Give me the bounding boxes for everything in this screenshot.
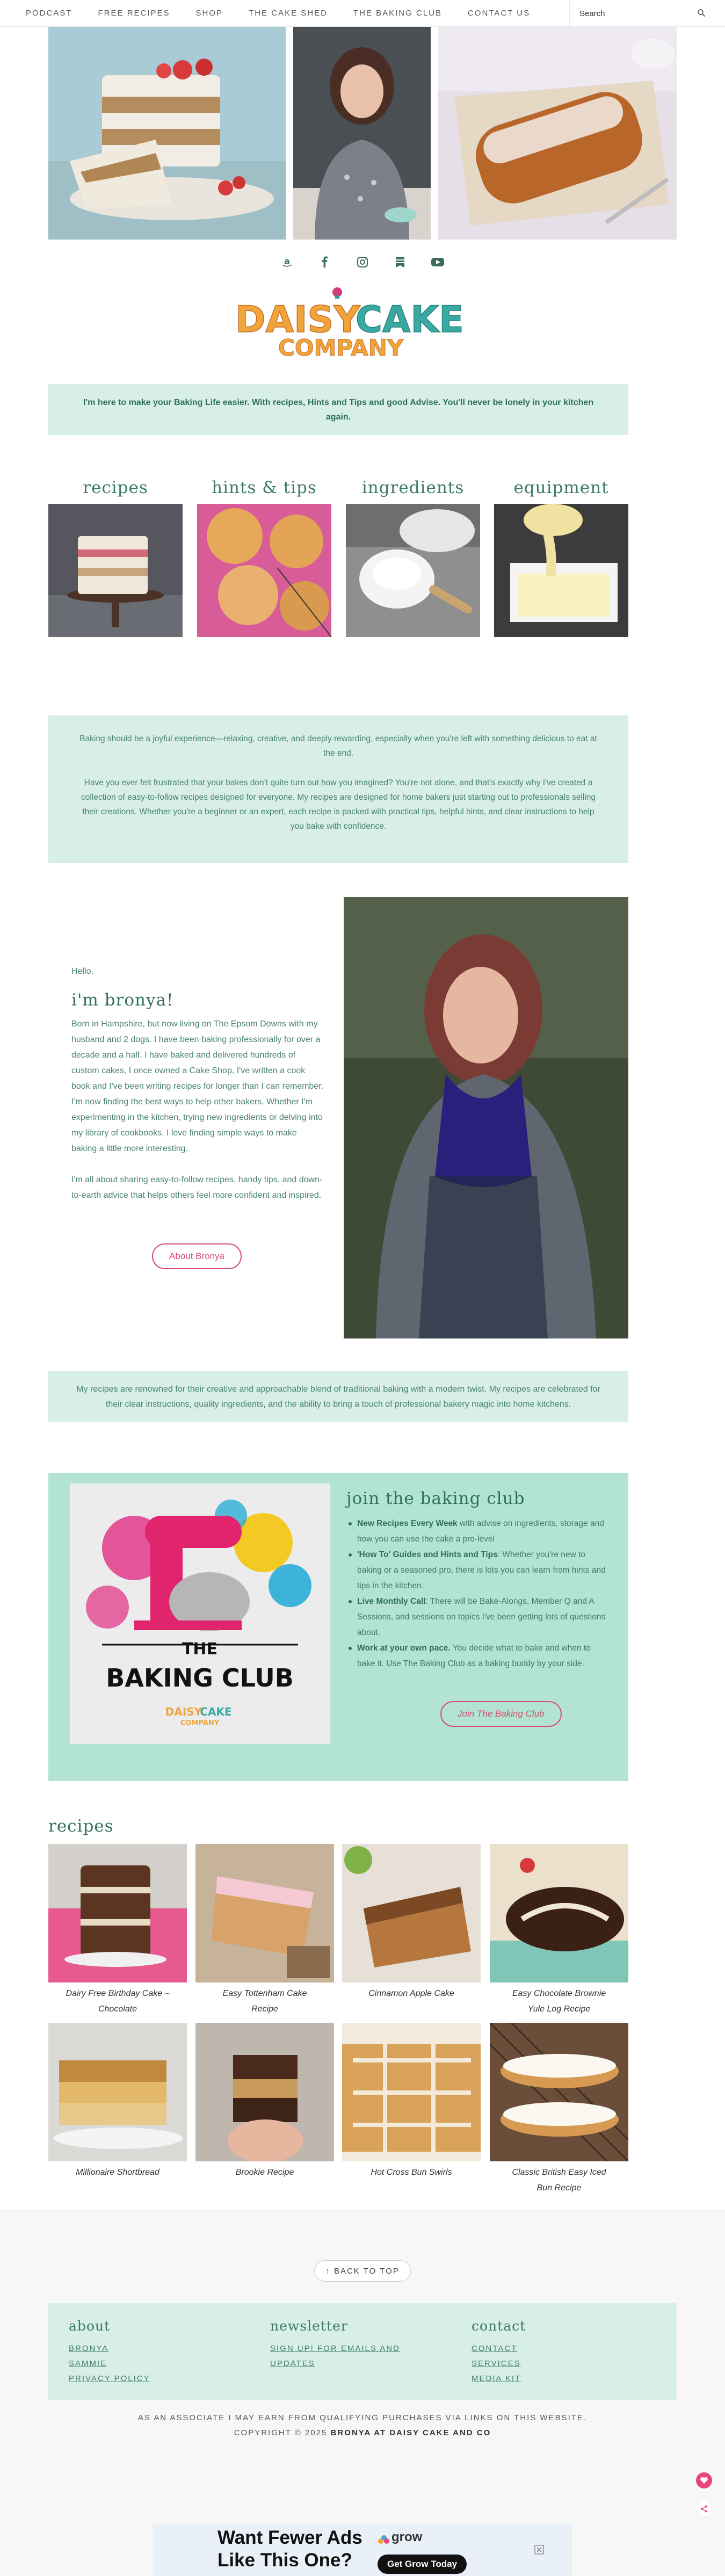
hero-image-loaf xyxy=(438,27,677,240)
about-body xyxy=(71,1016,324,1203)
recipe-name[interactable]: Easy Chocolate Brownie Yule Log Recipe xyxy=(512,1989,606,2014)
club-benefit xyxy=(346,1516,610,1547)
logo-daisy: DAISY xyxy=(235,299,360,341)
grow-logo-icon xyxy=(378,2533,389,2543)
category-hints-tips[interactable] xyxy=(197,478,331,637)
about-section xyxy=(71,967,324,1203)
amazon-icon[interactable] xyxy=(278,252,297,272)
footer-link-media-kit[interactable]: MEDIA KIT xyxy=(472,2374,521,2383)
intro-paragraph-2: Have you ever felt frustrated that your bakes don't quite turn out how you imagined? You're not alone, and that's exactly why I've created a collection of easy-to-follow recipes designed for everyone. My recipes are designed for home bakers just starting out to professionals selling their creations. Whether you're a beginner or an expert, each recipe is packed with practical tips, helpful hints, and clear instructions to help you bake with confidence. xyxy=(81,778,596,831)
copyright-prefix: COPYRIGHT © 2025 xyxy=(234,2428,331,2437)
category-image[interactable] xyxy=(197,504,331,637)
recipe-card[interactable] xyxy=(48,2023,187,2180)
social-links xyxy=(0,252,725,272)
heart-icon[interactable] xyxy=(696,2472,712,2488)
recipe-card[interactable] xyxy=(490,1844,628,2017)
ad-headline xyxy=(218,2527,363,2572)
about-photo xyxy=(344,897,628,1338)
club-image-logo-c: COMPANY xyxy=(180,1719,220,1727)
hero-image-cake xyxy=(48,27,286,240)
footer-link-bronya[interactable]: BRONYA xyxy=(69,2344,109,2353)
back-to-top-button[interactable]: ↑ BACK TO TOP xyxy=(314,2260,411,2282)
footer-newsletter-title: newsletter xyxy=(270,2318,348,2334)
footer-about-column xyxy=(69,2318,246,2386)
footer-disclaimer xyxy=(0,2411,725,2441)
club-benefit xyxy=(346,1547,610,1594)
baking-club-text xyxy=(346,1489,610,1671)
footer-panel xyxy=(48,2303,677,2400)
recipe-card[interactable] xyxy=(490,2023,628,2196)
category-equipment[interactable] xyxy=(494,478,628,637)
footer-link-sammie[interactable]: SAMMIE xyxy=(69,2359,107,2368)
recipe-image[interactable] xyxy=(195,2023,334,2161)
copyright xyxy=(0,2426,725,2441)
nav-search xyxy=(569,0,725,27)
nav-links xyxy=(0,0,543,27)
recipe-image[interactable] xyxy=(48,2023,187,2161)
top-navigation xyxy=(0,0,725,27)
nav-item-baking-club[interactable]: THE BAKING CLUB xyxy=(353,9,442,18)
recipe-card[interactable] xyxy=(342,2023,481,2180)
club-benefit-bold: Work at your own pace. xyxy=(357,1644,451,1653)
about-hello: Hello, xyxy=(71,967,93,976)
club-image-logo-a: DAISY xyxy=(165,1705,202,1718)
tagline-text: I'm here to make your Baking Life easier. With recipes, Hints and Tips and good Advise. You'll never be lonely in your kitchen again. xyxy=(83,397,594,422)
join-baking-club-button[interactable]: Join The Baking Club xyxy=(440,1701,562,1727)
ad-brand-name: grow xyxy=(392,2530,423,2544)
footer-contact-title: contact xyxy=(472,2318,526,2334)
recipe-image[interactable] xyxy=(342,1844,481,1982)
recipe-name[interactable]: Classic British Easy Iced Bun Recipe xyxy=(512,2168,606,2193)
category-title[interactable]: hints & tips xyxy=(212,478,317,497)
club-benefit-text: You decide what to bake and when to bake it. Use The Baking Club as a baking buddy by your side. xyxy=(357,1644,591,1668)
renowned-panel xyxy=(48,1371,628,1422)
recipe-image[interactable] xyxy=(195,1844,334,1982)
about-title: i'm bronya! xyxy=(71,990,174,1010)
renowned-text: My recipes are renowned for their creative and approachable blend of traditional baking with a modern twist. My recipes are celebrated for their clear instructions, quality ingredients, and the ability to bring a touch of professional bakery magic into home kitchens. xyxy=(76,1384,600,1409)
share-icon[interactable] xyxy=(696,2501,712,2517)
recipes-section-title: recipes xyxy=(48,1817,114,1836)
club-benefit-text: : There will be Bake-Alongs, Member Q and A Sessions, and sessions on topics I've been getting lots of questions about. xyxy=(357,1597,606,1637)
about-bronya-button[interactable]: About Bronya xyxy=(152,1243,242,1269)
copyright-owner: BRONYA AT DAISY CAKE AND CO xyxy=(330,2428,491,2437)
category-image[interactable] xyxy=(346,504,480,637)
recipe-name[interactable]: Hot Cross Bun Swirls xyxy=(371,2168,452,2177)
ad-brand xyxy=(378,2530,422,2545)
club-title: join the baking club xyxy=(346,1489,525,1508)
search-icon[interactable] xyxy=(697,9,706,17)
baking-club-section xyxy=(48,1473,628,1781)
ad-headline-line-2: Like This One? xyxy=(218,2550,352,2571)
ad-close-icon[interactable] xyxy=(534,2545,544,2555)
footer-link-privacy-policy[interactable]: PRIVACY POLICY xyxy=(69,2374,150,2383)
recipe-card[interactable] xyxy=(195,2023,334,2180)
affiliate-disclaimer: AS AN ASSOCIATE I MAY EARN FROM QUALIFYING PURCHASES VIA LINKS ON THIS WEBSITE. xyxy=(137,2413,588,2422)
category-image[interactable] xyxy=(48,504,183,637)
club-image-the: THE xyxy=(182,1640,218,1659)
category-ingredients[interactable] xyxy=(346,478,480,637)
ad-banner[interactable] xyxy=(153,2523,572,2576)
nav-item-shop[interactable]: SHOP xyxy=(195,9,223,18)
recipe-card[interactable] xyxy=(48,1844,187,2017)
club-benefit-text: with advise on ingredients, storage and how you can use the cake a pro-level xyxy=(357,1519,604,1544)
recipe-name[interactable]: Easy Tottenham Cake Recipe xyxy=(222,1989,307,2014)
site-logo[interactable] xyxy=(231,285,494,360)
facebook-icon[interactable] xyxy=(315,252,335,272)
instagram-icon[interactable] xyxy=(353,252,372,272)
recipe-image[interactable] xyxy=(490,2023,628,2161)
club-benefit-bold: Live Monthly Call xyxy=(357,1597,426,1606)
recipe-image[interactable] xyxy=(490,1844,628,1982)
club-benefit-bold: 'How To' Guides and Hints and Tips xyxy=(357,1550,498,1559)
nav-item-contact-us[interactable]: CONTACT US xyxy=(467,9,531,18)
recipe-name[interactable]: Millionaire Shortbread xyxy=(76,2168,160,2177)
footer-about-title: about xyxy=(69,2318,111,2334)
youtube-icon[interactable] xyxy=(428,252,447,272)
nav-item-podcast[interactable]: PODCAST xyxy=(26,9,73,18)
logo-company: COMPANY xyxy=(278,335,404,360)
footer-contact-column xyxy=(472,2318,649,2386)
footer-link-signup[interactable]: SIGN UP! FOR EMAILS AND UPDATES xyxy=(270,2344,400,2368)
club-benefit-bold: New Recipes Every Week xyxy=(357,1519,458,1528)
hero-images xyxy=(48,27,677,240)
recipe-name[interactable]: Cinnamon Apple Cake xyxy=(368,1989,454,1998)
tagline-panel xyxy=(48,384,628,435)
recipe-card[interactable] xyxy=(195,1844,334,2017)
recipe-image[interactable] xyxy=(48,1844,187,1982)
club-benefits-list xyxy=(346,1516,610,1671)
category-title[interactable]: equipment xyxy=(513,478,609,497)
baking-club-image[interactable] xyxy=(70,1484,330,1744)
hero-image-bronya xyxy=(293,27,431,240)
search-input[interactable] xyxy=(579,9,698,18)
club-benefit xyxy=(346,1640,610,1671)
nav-item-cake-shed[interactable]: THE CAKE SHED xyxy=(249,9,328,18)
nav-item-free-recipes[interactable]: FREE RECIPES xyxy=(98,9,170,18)
ad-headline-line-1: Want Fewer Ads xyxy=(218,2527,363,2548)
about-paragraph-1: Born in Hampshire, but now living on The Epsom Downs with my husband and 2 dogs. I have been baking professionally for over a decade and a half. I have baked and delivered hundreds of custom cakes, I once owned a Cake Shop, I've written a cook book and I've been writing recipes for longer than I can remember. I'm now finding the best ways to help other bakers. Whether I'm experimenting in the kitchen, trying new ingredients or delving into my library of cookbooks, I love finding simple ways to make baking a little more interesting. xyxy=(71,1019,324,1153)
category-title[interactable]: recipes xyxy=(83,478,148,497)
club-benefit xyxy=(346,1594,610,1640)
intro-panel xyxy=(48,715,628,863)
ad-cta-button[interactable]: Get Grow Today xyxy=(378,2555,467,2574)
recipe-name[interactable]: Dairy Free Birthday Cake – Chocolate xyxy=(66,1989,170,2014)
footer-newsletter-column xyxy=(270,2318,431,2371)
about-paragraph-2: I'm all about sharing easy-to-follow recipes, handy tips, and down-to-earth advice that helps others feel more confident and inspired. xyxy=(71,1175,323,1200)
recipe-name[interactable]: Brookie Recipe xyxy=(235,2168,294,2177)
recipe-image[interactable] xyxy=(342,2023,481,2161)
footer-link-contact[interactable]: CONTACT xyxy=(472,2344,518,2353)
club-image-title: BAKING CLUB xyxy=(106,1663,294,1692)
category-image[interactable] xyxy=(494,504,628,637)
logo-cake: CAKE xyxy=(356,299,464,341)
club-benefit-text: : Whether you're new to baking or a seasoned pro, there is lots you can learn from hints and tips in the kitchen. xyxy=(357,1550,606,1590)
club-image-logo-b: CAKE xyxy=(200,1705,232,1718)
category-title[interactable]: ingredients xyxy=(361,478,465,497)
footer-link-services[interactable]: SERVICES xyxy=(472,2359,521,2368)
svg-text:a: a xyxy=(284,256,290,266)
bookmark-icon[interactable] xyxy=(390,252,410,272)
category-recipes[interactable] xyxy=(48,478,183,637)
intro-paragraph-1: Baking should be a joyful experience—relaxing, creative, and deeply rewarding, especially when you're left with something delicious to eat at the end. xyxy=(79,734,597,758)
recipe-card[interactable] xyxy=(342,1844,481,2001)
